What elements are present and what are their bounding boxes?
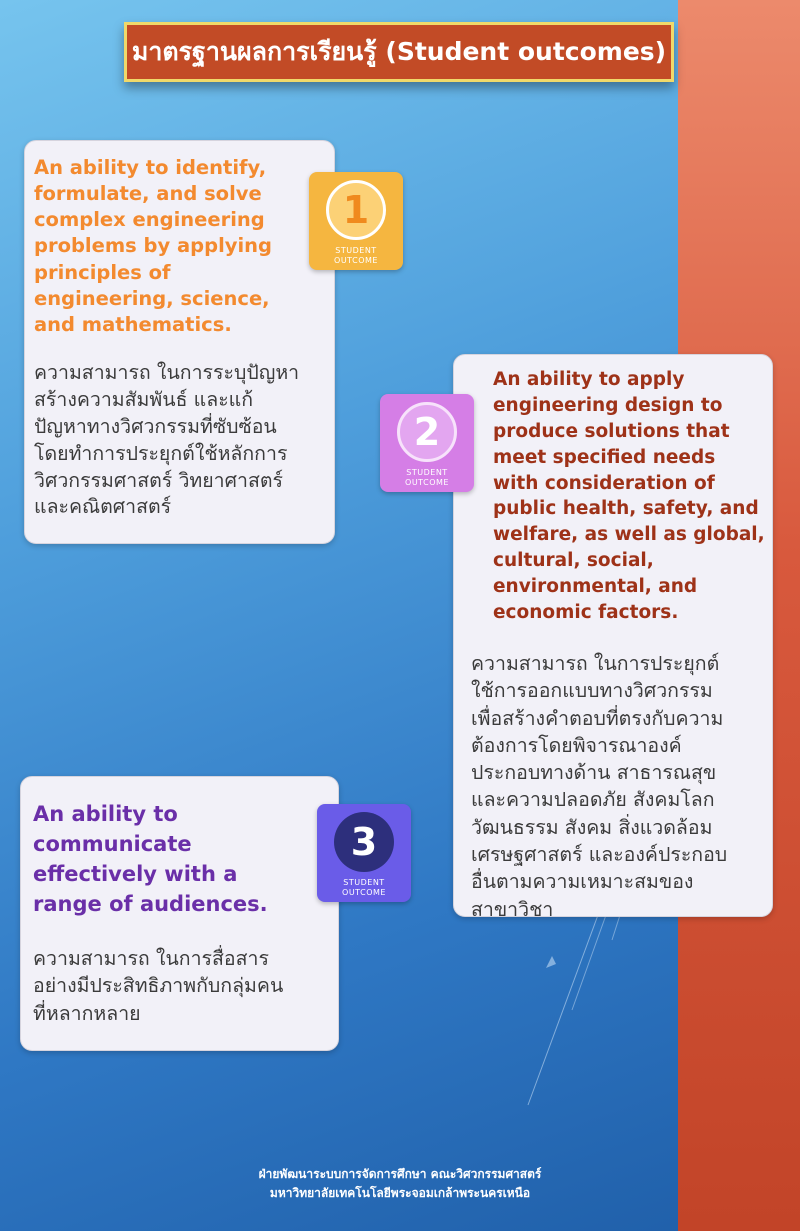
badge-caption: STUDENT OUTCOME xyxy=(334,246,378,266)
footer-line-2: มหาวิทยาลัยเทคโนโลยีพระจอมเกล้าพระนครเหนือ xyxy=(269,1186,531,1201)
page-title: มาตรฐานผลการเรียนรู้ (Student outcomes) xyxy=(124,22,674,82)
outcome-number-2: 2 xyxy=(397,402,457,462)
outcome-number-3: 3 xyxy=(334,812,394,872)
outcome-card-2 xyxy=(453,354,773,921)
outcome-2-thai: ความสามารถ ในการประยุกต์ ใช้การออกแบบทางวิศวกรรม เพื่อสร้างคำตอบที่ตรงกับความ ต้องการโดยพิจารณาองค์ ประกอบทางด้าน สาธารณสุข และความปลอดภัย สังคมโลก วัฒนธรรม สังคม สิ่งแวดล้อม เศรษฐศาสตร์ และองค์ประกอบ อื่นตามความเหมาะสมของ สาขาวิชา xyxy=(471,651,728,921)
badge-caption: STUDENT OUTCOME xyxy=(405,468,449,488)
outcome-1-thai: ความสามารถ ในการระบุปัญหา สร้างความสัมพันธ์ และแก้ ปัญหาทางวิศวกรรมที่ซับซ้อน โดยทำการประยุกต์ใช้หลักการ วิศวกรรมศาสตร์ วิทยาศาสตร์ และคณิตศาสตร์ xyxy=(34,360,300,519)
outcome-number-1: 1 xyxy=(326,180,386,240)
outcome-card-3 xyxy=(20,776,339,1051)
outcome-1-english: An ability to identify, formulate, and solve complex engineering problems by applying principles of engineering, science, and mathematics. xyxy=(34,156,273,336)
outcome-3-thai: ความสามารถ ในการสื่อสาร อย่างมีประสิทธิภาพกับกลุ่มคน ที่หลากหลาย xyxy=(33,947,284,1025)
outcome-card-1 xyxy=(24,140,335,544)
outcome-badge-3 xyxy=(317,804,411,902)
badge-caption: STUDENT OUTCOME xyxy=(342,878,386,898)
outcome-2-english: An ability to apply engineering design to produce solutions that meet specified needs with consideration of public health, safety, and welfare, as well as global, cultural, social, environmental, and economic factors. xyxy=(493,369,765,624)
footer-credit xyxy=(180,1165,620,1203)
outcome-badge-2 xyxy=(380,394,474,492)
outcome-badge-1 xyxy=(309,172,403,270)
outcome-3-english: An ability to communicate effectively with a range of audiences. xyxy=(33,802,268,917)
footer-line-1: ฝ่ายพัฒนาระบบการจัดการศึกษา คณะวิศวกรรมศาสตร์ xyxy=(258,1167,542,1181)
